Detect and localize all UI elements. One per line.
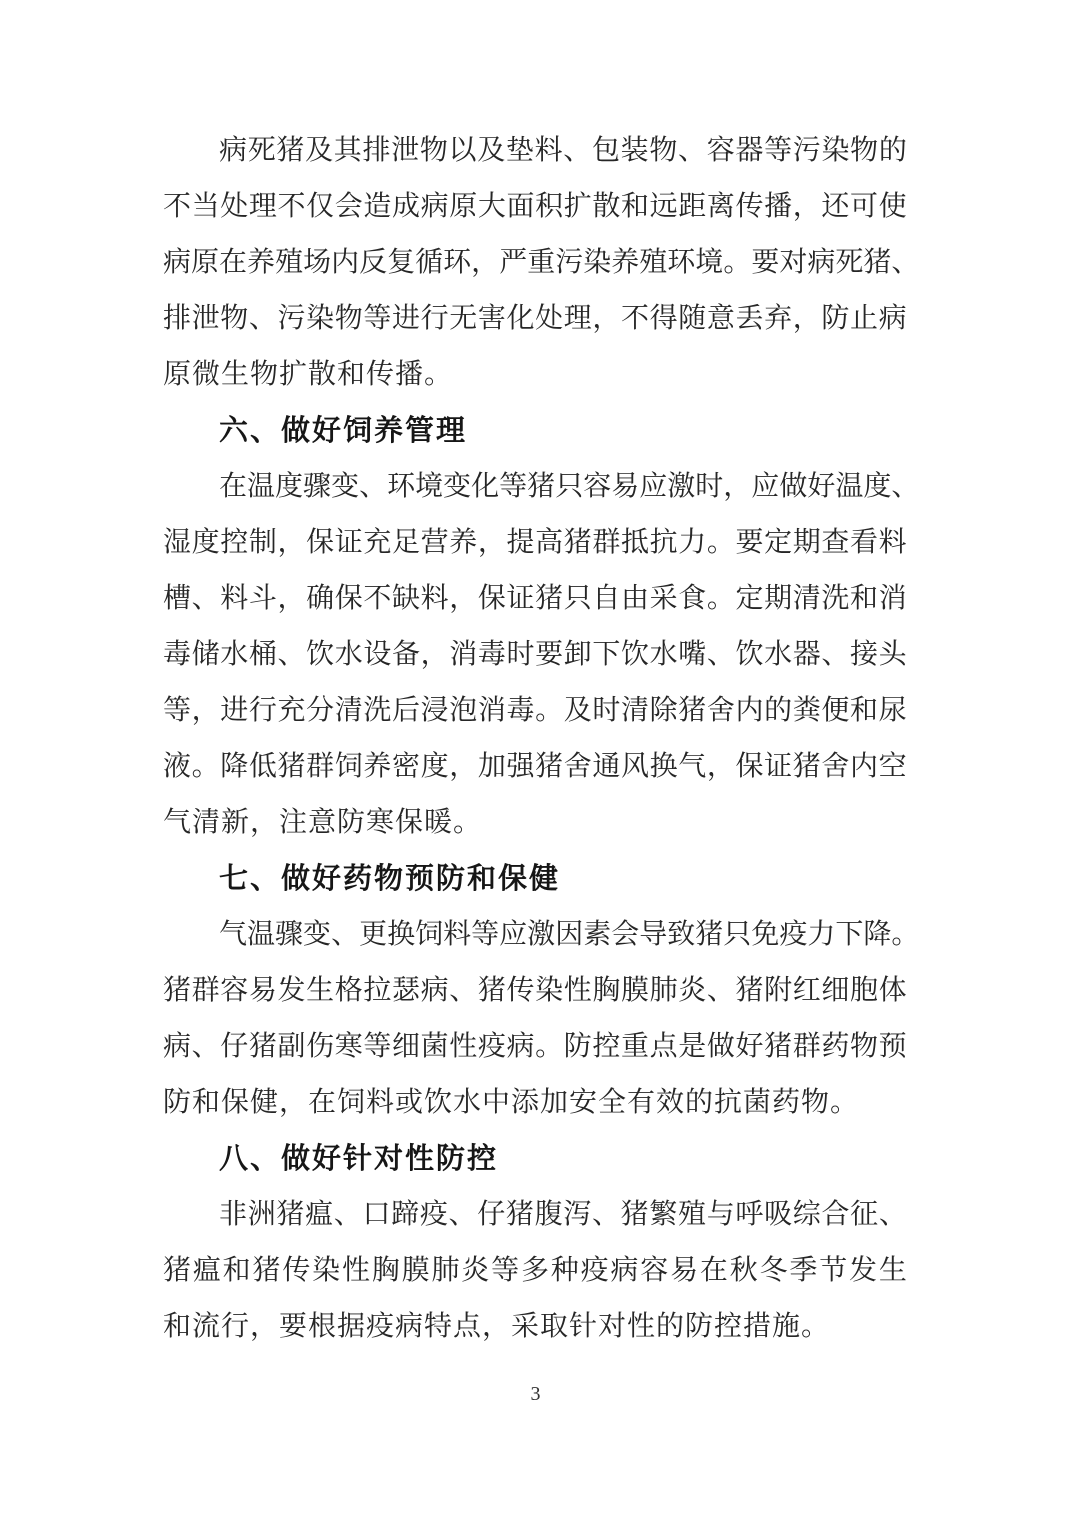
paragraph-carcass-disposal [163,120,920,400]
text-line: 毒 储 水 桶 、 饮 水 设 备 ， 消 毒 时 要 卸 下 饮 水 嘴 、 饮 水 器 、 接 头 [163,639,907,670]
text-line: 等 ， 进 行 充 分 清 洗 后 浸 泡 消 毒 。 及 时 清 除 猪 舍 内 的 粪 便 和 尿 [163,695,907,726]
text-line: 气清新，注意防寒保暖。 [163,807,483,838]
text-line: 防和保健，在饲料或饮水中添加安全有效的抗菌药物。 [163,1087,860,1118]
paragraph-targeted-prevention [163,1184,907,1352]
text-line: 非 洲 猪 瘟 、 口 蹄 疫 、 仔 猪 腹 泻 、 猪 繁 殖 与 呼 吸 综 合 征 、 [219,1199,907,1230]
paragraph-drug-prevention [163,904,920,1128]
text-line: 病 死 猪 及 其 排 泄 物 以 及 垫 料 、 包 装 物 、 容 器 等 污 染 物 的 [219,135,907,166]
text-line: 不 当 处 理 不 仅 会 造 成 病 原 大 面 积 扩 散 和 远 距 离 传 播 ， 还 可 使 [163,191,907,222]
section-heading-7-drug-prevention: 七、做好药物预防和保健 [219,862,561,895]
text-line: 病 原 在 养 殖 场 内 反 复 循 环 ， 严 重 污 染 养 殖 环 境 。 要 对 病 死 猪 、 [163,247,920,278]
text-line: 液 。 降 低 猪 群 饲 养 密 度 ， 加 强 猪 舍 通 风 换 气 ， 保 证 猪 舍 内 空 [163,751,907,782]
text-line: 猪 群 容 易 发 生 格 拉 瑟 病 、 猪 传 染 性 胸 膜 肺 炎 、 猪 附 红 细 胞 体 [163,975,907,1006]
text-line: 病 、 仔 猪 副 伤 寒 等 细 菌 性 疫 病 。 防 控 重 点 是 做 好 猪 群 药 物 预 [163,1031,907,1062]
text-line: 排 泄 物 、 污 染 物 等 进 行 无 害 化 处 理 ， 不 得 随 意 丢 弃 ， 防 止 病 [163,303,907,334]
section-heading-6-feeding-management: 六、做好饲养管理 [219,414,468,447]
text-line: 槽 、 料 斗 ， 确 保 不 缺 料 ， 保 证 猪 只 自 由 采 食 。 定 期 清 洗 和 消 [163,583,907,614]
text-line: 和流行，要根据疫病特点，采取针对性的防控措施。 [163,1311,831,1342]
page-number: 3 [530,1383,541,1405]
section-heading-8-targeted-prevention: 八、做好针对性防控 [219,1142,499,1175]
paragraph-feeding-management [163,456,920,848]
text-line: 猪 瘟 和 猪 传 染 性 胸 膜 肺 炎 等 多 种 疫 病 容 易 在 秋 冬 季 节 发 生 [163,1255,907,1286]
text-line: 原微生物扩散和传播。 [163,359,454,390]
text-line: 湿 度 控 制 ， 保 证 充 足 营 养 ， 提 高 猪 群 抵 抗 力 。 要 定 期 查 看 料 [163,527,907,558]
text-block [163,120,920,1352]
text-line: 在 温 度 骤 变 、 环 境 变 化 等 猪 只 容 易 应 激 时 ， 应 做 好 温 度 、 [219,471,920,502]
text-line: 气 温 骤 变 、 更 换 饲 料 等 应 激 因 素 会 导 致 猪 只 免 疫 力 下 降 。 [219,919,920,950]
